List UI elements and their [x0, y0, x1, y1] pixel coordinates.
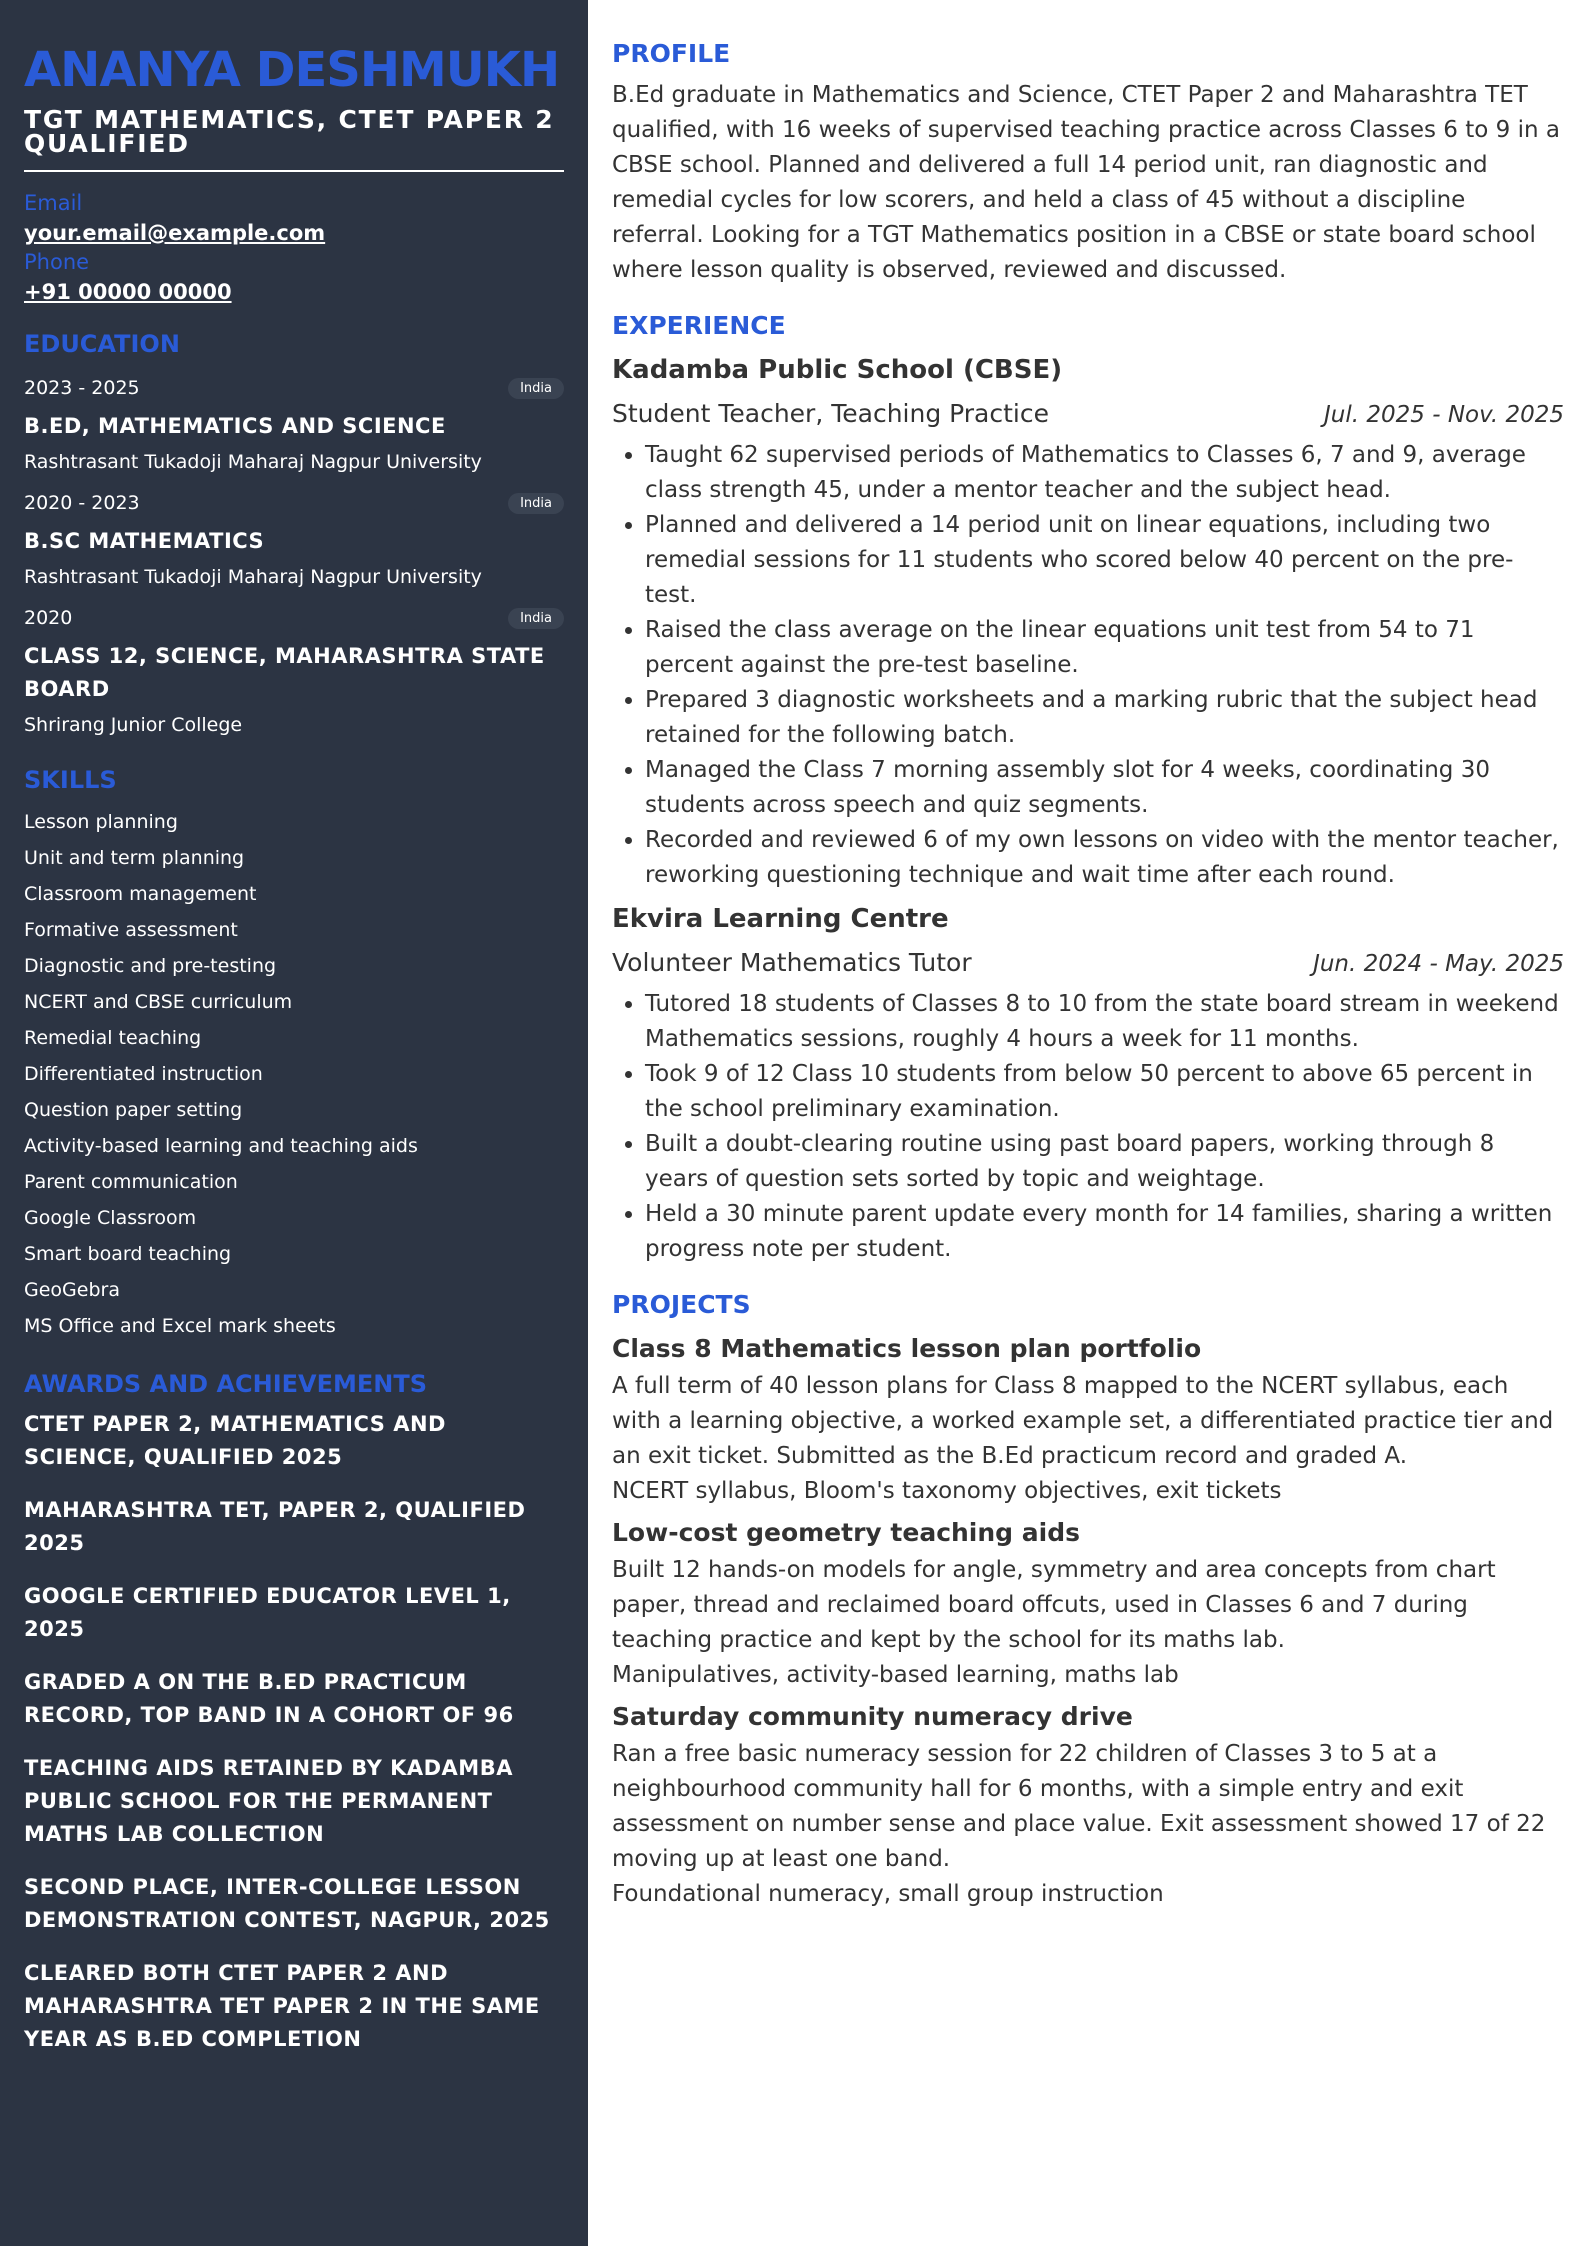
project-item	[612, 1697, 1564, 1912]
experience-item	[612, 350, 1564, 893]
award-item: CTET PAPER 2, MATHEMATICS AND SCIENCE, QUALIFIED 2025	[24, 1412, 446, 1469]
award-item: MAHARASHTRA TET, PAPER 2, QUALIFIED 2025	[24, 1498, 526, 1555]
candidate-headline: TGT MATHEMATICS, CTET PAPER 2 QUALIFIED	[24, 105, 555, 158]
education-item	[24, 598, 564, 744]
experience-heading: EXPERIENCE	[612, 311, 786, 340]
skill-item: MS Office and Excel mark sheets	[24, 1315, 336, 1337]
award-item: SECOND PLACE, INTER-COLLEGE LESSON DEMONSTRATION CONTEST, NAGPUR, 2025	[24, 1875, 550, 1932]
projects-list	[612, 1329, 1564, 1912]
skill-item: Classroom management	[24, 883, 257, 905]
skill-item: Lesson planning	[24, 811, 178, 833]
candidate-name: ANANYA DESHMUKH	[24, 42, 560, 98]
project-item	[612, 1329, 1564, 1509]
project-item	[612, 1513, 1564, 1693]
experience-bullet: • Took 9 of 12 Class 10 students from below 50 percent to above 65 percent in the school preliminary examination.	[645, 1057, 1564, 1127]
skill-item: Google Classroom	[24, 1207, 197, 1229]
profile-section	[612, 34, 1564, 288]
skill-item: GeoGebra	[24, 1279, 120, 1301]
job-title: Student Teacher, Teaching Practice	[612, 399, 1049, 428]
contact-block	[24, 190, 564, 308]
sidebar	[0, 0, 588, 2246]
skill-item: Unit and term planning	[24, 847, 245, 869]
education-item	[24, 368, 564, 481]
education-dates-row	[24, 483, 564, 523]
profile-heading: PROFILE	[612, 39, 731, 68]
experience-bullet: • Tutored 18 students of Classes 8 to 10 from the state board stream in weekend Mathematics sessions, roughly 4 hours a week for 11 months.	[645, 987, 1564, 1057]
project-description: A full term of 40 lesson plans for Class 8 mapped to the NCERT syllabus, each with a learning objective, a worked example set, a differentiated practice tier and an exit ticket. Submitted as the B.Ed practicum record and graded A.	[612, 1373, 1554, 1469]
skill-item: Formative assessment	[24, 919, 238, 941]
projects-heading: PROJECTS	[612, 1290, 751, 1319]
awards-list	[24, 1408, 564, 2056]
skills-heading: SKILLS	[24, 766, 117, 794]
education-dates: 2020 - 2023	[24, 492, 140, 514]
education-institution: Rashtrasant Tukadoji Maharaj Nagpur University	[24, 566, 482, 588]
role-row	[612, 394, 1564, 434]
phone-label: Phone	[24, 250, 90, 274]
project-tags: Manipulatives, activity-based learning, maths lab	[612, 1662, 1179, 1688]
experience-bullet: • Held a 30 minute parent update every month for 14 families, sharing a written progress note per student.	[645, 1197, 1564, 1267]
education-dates-row	[24, 368, 564, 408]
experience-item	[612, 899, 1564, 1267]
project-description: Built 12 hands-on models for angle, symmetry and area concepts from chart paper, thread and reclaimed board offcuts, used in Classes 6 and 7 during teaching practice and kept by the school for its maths lab.	[612, 1557, 1496, 1653]
company-name: Kadamba Public School (CBSE)	[612, 355, 1063, 385]
phone-link[interactable]: +91 00000 00000	[24, 280, 232, 304]
experience-bullet: • Planned and delivered a 14 period unit on linear equations, including two remedial sessions for 11 students who scored below 40 percent on the pre-test.	[645, 508, 1564, 613]
email-label: Email	[24, 191, 83, 215]
experience-bullets	[612, 438, 1564, 893]
job-dates: Jun. 2024 - May. 2025	[1313, 951, 1564, 977]
projects-section	[612, 1285, 1564, 1912]
experience-list	[612, 350, 1564, 1267]
award-item: GRADED A ON THE B.ED PRACTICUM RECORD, TOP BAND IN A COHORT OF 96	[24, 1670, 514, 1727]
company-name: Ekvira Learning Centre	[612, 904, 949, 934]
location-badge: India	[508, 608, 564, 629]
education-degree: CLASS 12, SCIENCE, MAHARASHTRA STATE BOARD	[24, 644, 545, 701]
project-title: Class 8 Mathematics lesson plan portfolio	[612, 1334, 1202, 1363]
job-title: Volunteer Mathematics Tutor	[612, 948, 972, 977]
skill-item: NCERT and CBSE curriculum	[24, 991, 293, 1013]
education-degree: B.SC MATHEMATICS	[24, 529, 265, 553]
project-tags: Foundational numeracy, small group instruction	[612, 1881, 1164, 1907]
education-dates: 2020	[24, 607, 73, 629]
location-badge: India	[508, 493, 564, 514]
skill-item: Activity-based learning and teaching aids	[24, 1135, 418, 1157]
education-item	[24, 483, 564, 596]
award-item: TEACHING AIDS RETAINED BY KADAMBA PUBLIC SCHOOL FOR THE PERMANENT MATHS LAB COLLECTION	[24, 1756, 513, 1846]
experience-bullet: • Prepared 3 diagnostic worksheets and a marking rubric that the subject head retained for the following batch.	[645, 683, 1564, 753]
header-divider	[24, 170, 564, 172]
skill-item: Parent communication	[24, 1171, 238, 1193]
project-title: Saturday community numeracy drive	[612, 1702, 1133, 1731]
education-institution: Shrirang Junior College	[24, 714, 243, 736]
skills-list	[24, 804, 564, 1344]
education-dates: 2023 - 2025	[24, 377, 140, 399]
award-item: CLEARED BOTH CTET PAPER 2 AND MAHARASHTRA TET PAPER 2 IN THE SAME YEAR AS B.ED COMPLETION	[24, 1961, 540, 2051]
award-item: GOOGLE CERTIFIED EDUCATOR LEVEL 1, 2025	[24, 1584, 511, 1641]
job-dates: Jul. 2025 - Nov. 2025	[1324, 402, 1564, 428]
role-row	[612, 943, 1564, 983]
skill-item: Diagnostic and pre-testing	[24, 955, 277, 977]
education-list	[24, 368, 564, 744]
skill-item: Remedial teaching	[24, 1027, 202, 1049]
main-content	[588, 0, 1588, 2246]
experience-bullet: • Built a doubt-clearing routine using past board papers, working through 8 years of question sets sorted by topic and weightage.	[645, 1127, 1564, 1197]
project-tags: NCERT syllabus, Bloom's taxonomy objectives, exit tickets	[612, 1478, 1282, 1504]
location-badge: India	[508, 378, 564, 399]
education-degree: B.ED, MATHEMATICS AND SCIENCE	[24, 414, 446, 438]
experience-bullet: • Raised the class average on the linear equations unit test from 54 to 71 percent against the pre-test baseline.	[645, 613, 1564, 683]
experience-section	[612, 306, 1564, 1267]
email-link[interactable]: your.email@example.com	[24, 221, 326, 245]
profile-text: B.Ed graduate in Mathematics and Science, CTET Paper 2 and Maharashtra TET qualified, with 16 weeks of supervised teaching practice across Classes 6 to 9 in a CBSE school. Planned and delivered a full 14 period unit, ran diagnostic and remedial cycles for low scorers, and held a class of 45 without a discipline referral. Looking for a TGT Mathematics position in a CBSE or state board school where lesson quality is observed, reviewed and discussed.	[612, 82, 1560, 283]
awards-heading: AWARDS AND ACHIEVEMENTS	[24, 1370, 428, 1398]
skill-item: Question paper setting	[24, 1099, 243, 1121]
project-title: Low-cost geometry teaching aids	[612, 1518, 1080, 1547]
project-description: Ran a free basic numeracy session for 22 children of Classes 3 to 5 at a neighbourhood community hall for 6 months, with a simple entry and exit assessment on number sense and place value. Exit assessment showed 17 of 22 moving up at least one band.	[612, 1741, 1546, 1872]
skill-item: Smart board teaching	[24, 1243, 232, 1265]
experience-bullet: • Recorded and reviewed 6 of my own lessons on video with the mentor teacher, reworking questioning technique and wait time after each round.	[645, 823, 1564, 893]
education-heading: EDUCATION	[24, 330, 180, 358]
education-institution: Rashtrasant Tukadoji Maharaj Nagpur University	[24, 451, 482, 473]
skill-item: Differentiated instruction	[24, 1063, 263, 1085]
education-dates-row	[24, 598, 564, 638]
experience-bullets	[612, 987, 1564, 1267]
experience-bullet: • Managed the Class 7 morning assembly slot for 4 weeks, coordinating 30 students across speech and quiz segments.	[645, 753, 1564, 823]
experience-bullet: • Taught 62 supervised periods of Mathematics to Classes 6, 7 and 9, average class strength 45, under a mentor teacher and the subject head.	[645, 438, 1564, 508]
